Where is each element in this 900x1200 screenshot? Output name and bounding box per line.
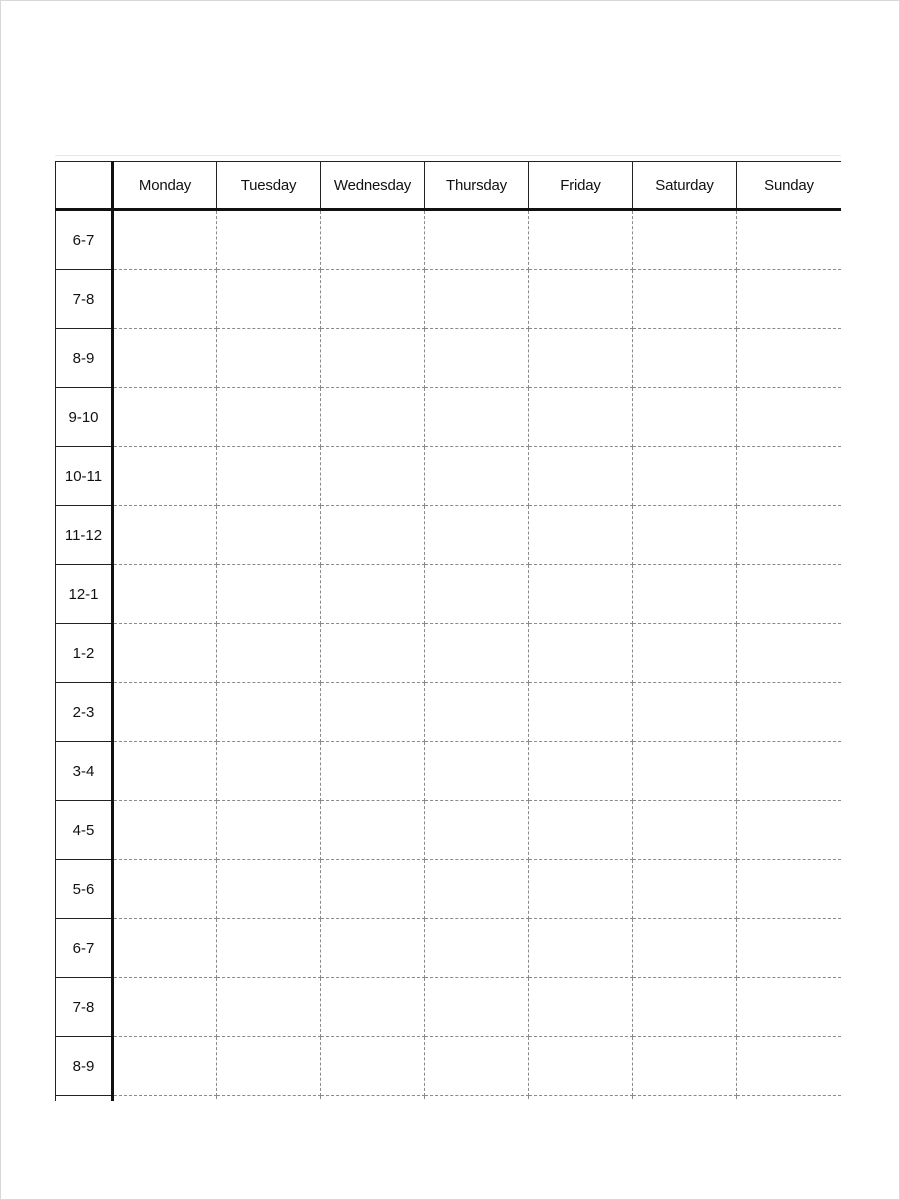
time-slot-label: 6-7 <box>56 919 113 978</box>
time-row <box>56 210 842 270</box>
schedule-cell[interactable] <box>425 860 529 919</box>
schedule-cell[interactable] <box>113 978 217 1037</box>
time-slot-label: 9-10 <box>56 388 113 447</box>
schedule-cell[interactable] <box>425 742 529 801</box>
schedule-cell[interactable] <box>737 1037 842 1096</box>
schedule-cell[interactable] <box>425 565 529 624</box>
schedule-cell[interactable] <box>633 388 737 447</box>
schedule-cell[interactable] <box>425 624 529 683</box>
schedule-cell[interactable] <box>425 270 529 329</box>
schedule-cell[interactable] <box>529 978 633 1037</box>
schedule-cell[interactable] <box>633 683 737 742</box>
time-row <box>56 742 842 801</box>
day-header-wednesday: Wednesday <box>321 162 425 210</box>
schedule-cell[interactable] <box>529 801 633 860</box>
schedule-cell[interactable] <box>217 1096 321 1102</box>
time-row <box>56 270 842 329</box>
schedule-cell[interactable] <box>737 801 842 860</box>
schedule-cell[interactable] <box>321 624 425 683</box>
schedule-grid <box>55 161 841 1101</box>
schedule-cell[interactable] <box>425 683 529 742</box>
time-slot-label: 6-7 <box>56 210 113 270</box>
top-rule <box>55 155 841 156</box>
schedule-cell[interactable] <box>321 1037 425 1096</box>
schedule-cell[interactable] <box>529 1037 633 1096</box>
schedule-cell[interactable] <box>633 329 737 388</box>
time-row <box>56 329 842 388</box>
time-slot-label <box>56 1096 113 1102</box>
schedule-cell[interactable] <box>321 683 425 742</box>
schedule-cell[interactable] <box>425 801 529 860</box>
weekly-schedule <box>55 161 841 1101</box>
schedule-cell[interactable] <box>113 860 217 919</box>
schedule-cell[interactable] <box>217 978 321 1037</box>
time-row <box>56 506 842 565</box>
schedule-cell[interactable] <box>425 919 529 978</box>
time-row <box>56 1037 842 1096</box>
schedule-cell[interactable] <box>321 919 425 978</box>
schedule-cell[interactable] <box>425 506 529 565</box>
schedule-cell[interactable] <box>113 210 217 270</box>
schedule-cell[interactable] <box>737 210 842 270</box>
time-slot-label: 8-9 <box>56 1037 113 1096</box>
schedule-cell[interactable] <box>321 565 425 624</box>
schedule-cell[interactable] <box>321 329 425 388</box>
schedule-cell[interactable] <box>529 447 633 506</box>
day-header-sunday: Sunday <box>737 162 842 210</box>
schedule-cell[interactable] <box>321 742 425 801</box>
time-slot-label: 12-1 <box>56 565 113 624</box>
schedule-cell[interactable] <box>217 742 321 801</box>
schedule-cell[interactable] <box>425 447 529 506</box>
schedule-cell[interactable] <box>425 210 529 270</box>
time-row <box>56 978 842 1037</box>
time-row <box>56 388 842 447</box>
schedule-cell[interactable] <box>321 978 425 1037</box>
schedule-cell[interactable] <box>633 447 737 506</box>
time-slot-label: 10-11 <box>56 447 113 506</box>
schedule-cell[interactable] <box>113 565 217 624</box>
header-row <box>56 162 842 210</box>
schedule-cell[interactable] <box>633 801 737 860</box>
time-slot-label: 4-5 <box>56 801 113 860</box>
schedule-cell[interactable] <box>113 801 217 860</box>
day-header-tuesday: Tuesday <box>217 162 321 210</box>
schedule-body <box>56 210 842 1102</box>
schedule-cell[interactable] <box>425 1096 529 1102</box>
schedule-cell[interactable] <box>113 447 217 506</box>
schedule-cell[interactable] <box>737 919 842 978</box>
schedule-cell[interactable] <box>217 447 321 506</box>
schedule-cell[interactable] <box>633 506 737 565</box>
time-slot-label: 3-4 <box>56 742 113 801</box>
schedule-cell[interactable] <box>425 978 529 1037</box>
schedule-cell[interactable] <box>425 388 529 447</box>
schedule-cell[interactable] <box>217 860 321 919</box>
schedule-cell[interactable] <box>217 329 321 388</box>
schedule-cell[interactable] <box>217 565 321 624</box>
schedule-cell[interactable] <box>737 683 842 742</box>
schedule-cell[interactable] <box>737 270 842 329</box>
time-row <box>56 1096 842 1102</box>
schedule-cell[interactable] <box>737 506 842 565</box>
schedule-cell[interactable] <box>217 506 321 565</box>
schedule-cell[interactable] <box>217 919 321 978</box>
schedule-cell[interactable] <box>633 565 737 624</box>
schedule-cell[interactable] <box>217 388 321 447</box>
time-slot-label: 5-6 <box>56 860 113 919</box>
schedule-cell[interactable] <box>113 919 217 978</box>
time-row <box>56 624 842 683</box>
schedule-cell[interactable] <box>113 329 217 388</box>
schedule-cell[interactable] <box>633 210 737 270</box>
schedule-cell[interactable] <box>633 978 737 1037</box>
schedule-cell[interactable] <box>529 210 633 270</box>
schedule-cell[interactable] <box>633 860 737 919</box>
time-row <box>56 801 842 860</box>
schedule-cell[interactable] <box>217 624 321 683</box>
schedule-cell[interactable] <box>113 506 217 565</box>
day-header-saturday: Saturday <box>633 162 737 210</box>
schedule-cell[interactable] <box>217 801 321 860</box>
schedule-cell[interactable] <box>321 506 425 565</box>
schedule-cell[interactable] <box>633 919 737 978</box>
time-row <box>56 447 842 506</box>
schedule-cell[interactable] <box>529 919 633 978</box>
time-row <box>56 565 842 624</box>
schedule-cell[interactable] <box>529 624 633 683</box>
schedule-cell[interactable] <box>113 270 217 329</box>
schedule-cell[interactable] <box>633 624 737 683</box>
time-slot-label: 8-9 <box>56 329 113 388</box>
schedule-cell[interactable] <box>113 1037 217 1096</box>
schedule-cell[interactable] <box>633 1096 737 1102</box>
schedule-cell[interactable] <box>737 565 842 624</box>
schedule-cell[interactable] <box>321 801 425 860</box>
schedule-cell[interactable] <box>529 860 633 919</box>
time-row <box>56 683 842 742</box>
time-slot-label: 2-3 <box>56 683 113 742</box>
schedule-cell[interactable] <box>113 624 217 683</box>
schedule-cell[interactable] <box>425 1037 529 1096</box>
schedule-cell[interactable] <box>217 683 321 742</box>
schedule-cell[interactable] <box>321 447 425 506</box>
day-header-monday: Monday <box>113 162 217 210</box>
schedule-cell[interactable] <box>113 388 217 447</box>
schedule-cell[interactable] <box>737 860 842 919</box>
schedule-cell[interactable] <box>529 329 633 388</box>
schedule-cell[interactable] <box>529 506 633 565</box>
schedule-cell[interactable] <box>425 329 529 388</box>
time-row <box>56 919 842 978</box>
schedule-cell[interactable] <box>113 742 217 801</box>
schedule-cell[interactable] <box>633 1037 737 1096</box>
schedule-cell[interactable] <box>217 1037 321 1096</box>
schedule-cell[interactable] <box>321 388 425 447</box>
schedule-cell[interactable] <box>633 270 737 329</box>
schedule-cell[interactable] <box>217 270 321 329</box>
schedule-cell[interactable] <box>737 388 842 447</box>
time-slot-label: 7-8 <box>56 978 113 1037</box>
schedule-cell[interactable] <box>321 1096 425 1102</box>
schedule-cell[interactable] <box>737 624 842 683</box>
time-slot-label: 11-12 <box>56 506 113 565</box>
corner-cell <box>56 162 113 210</box>
time-row <box>56 860 842 919</box>
schedule-cell[interactable] <box>217 210 321 270</box>
schedule-cell[interactable] <box>529 1096 633 1102</box>
schedule-cell[interactable] <box>737 742 842 801</box>
schedule-cell[interactable] <box>529 742 633 801</box>
schedule-cell[interactable] <box>113 1096 217 1102</box>
schedule-cell[interactable] <box>529 388 633 447</box>
schedule-cell[interactable] <box>737 1096 842 1102</box>
schedule-cell[interactable] <box>529 565 633 624</box>
time-slot-label: 1-2 <box>56 624 113 683</box>
schedule-cell[interactable] <box>737 447 842 506</box>
day-header-friday: Friday <box>529 162 633 210</box>
schedule-cell[interactable] <box>633 742 737 801</box>
schedule-cell[interactable] <box>529 270 633 329</box>
schedule-cell[interactable] <box>321 860 425 919</box>
day-header-thursday: Thursday <box>425 162 529 210</box>
schedule-cell[interactable] <box>321 270 425 329</box>
schedule-cell[interactable] <box>737 978 842 1037</box>
schedule-cell[interactable] <box>321 210 425 270</box>
schedule-cell[interactable] <box>529 683 633 742</box>
schedule-cell[interactable] <box>113 683 217 742</box>
time-slot-label: 7-8 <box>56 270 113 329</box>
schedule-cell[interactable] <box>737 329 842 388</box>
